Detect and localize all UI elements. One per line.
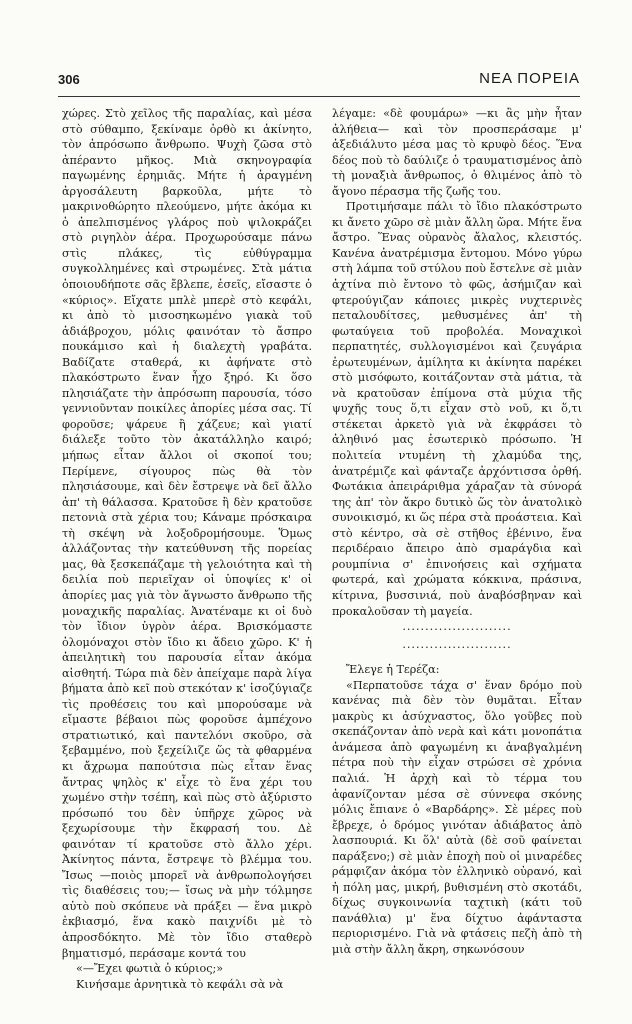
journal-title: ΝΕΑ ΠΟΡΕΙΑ: [479, 70, 580, 87]
page-header: [58, 72, 580, 94]
paragraph: «Περπατοῦσε τάχα σ' ἕναν δρόμο ποὺ κανένας πιὰ δὲν τὸν θυμᾶται. Εἶταν μακρὺς κι ἀσύχναστος, ὅλο γοῦβες ποὺ σκεπάζονταν ἀπὸ νερὰ καὶ κάτι μονοπάτια ἀνάμεσα ἀπὸ φαγωμένη κι ἀναβγαλμένη πέτρα ποὺ τὴν εἶχαν στρώσει σὲ χρόνια παλιά. Ἡ ἀρχὴ καὶ τὸ τέρμα του ἀφανίζονταν μέσα σὲ σύννεφα σκόνης μόλις ἔπιανε ὁ «Βαρδάρης». Σὲ μέρες ποὺ ἔβρεχε, ὁ δρόμος γινόταν ἀδιάβατος ἀπὸ λασπουριά. Κι ὅλ' αὐτὰ (δὲ σοῦ φαίνεται παράξενο;) σὲ μιὰν ἐποχὴ ποὺ οἱ μιναρέδες ράμφιζαν ἀκόμα τὸν ἑλληνικὸ οὐρανό, καὶ ἡ πόλη μας, μικρή, βυθισμένη στὸ σκοτάδι, δίχως συγκοινωνία ταχτικὴ (κάτι τοῦ πανάθλια) μ' ἕνα δίχτυο ἀφάνταστα περιορισμένο. Γιὰ νὰ φτάσεις πεζὴ ἀπὸ τὴ μιὰ στὴν ἄλλη ἄκρη, σηκωνόσουν: [332, 678, 582, 956]
header-rule: [58, 96, 580, 97]
paragraph: Κινήσαμε ἀρνητικὰ τὸ κεφάλι σὰ νὰ: [76, 977, 284, 991]
section-separator: ........................: [402, 637, 512, 651]
left-column: [62, 106, 312, 992]
paragraph-speaker: Ἔλεγε ἡ Τερέζα:: [346, 663, 440, 677]
page-number: 306: [58, 72, 80, 87]
paragraph: χώρες. Στὸ χεῖλος τῆς παραλίας, καὶ μέσα στὸ σύθαμπο, ξεκίναμε ὀρθὸ κι ἀκίνητο, τὸν ἀπρόσωπο ἄνθρωπο. Ψυχὴ ζῶσα στὸ ἀπέραντο μῆκος. Μιὰ σκηνογραφία παγωμένης ἐρημιᾶς. Μήτε ἡ ἀραγμένη ἀργοσάλευτη βαρκοῦλα, μήτε τὸ μακρινοθώρητο πλεούμενο, μήτε ἀκόμα κι ὁ ἀπελπισμένος γλάρος ποὺ ψιλοκράζει στὸ ριγηλὸν ἀέρα. Προχωρούσαμε πάνω στὶς πλάκες, τὶς εὐθύγραμμα συγκολλημένες καὶ στρωμένες. Στὰ μάτια ὁποιουδήποτε σᾶς ἔβλεπε, ἐσεῖς, εἴσαστε ὁ «κύριος». Εἴχατε μπλὲ μπερὲ στὸ κεφάλι, κι ἀπὸ τὸ μισοσηκωμένο γιακὰ τοῦ ἀδιάβροχου, μόλις φαινόταν τὸ ἄσπρο πουκάμισο καὶ ἡ διαλεχτὴ γραβάτα. Βαδίζατε σταθερά, κι ἀφήνατε στὸ πλακόστρωτο ἕναν ἦχο ξηρό. Κι ὅσο πλησιάζατε τὴν ἀπρόσωπη παρουσία, τόσο γεννιοῦνταν ποικίλες ἀπορίες μέσα σας. Τί φοροῦσε; ψάρευε ἢ χάζευε; καὶ γιατί διάλεξε τοῦτο τὸν ἀκατάλληλο καιρό; μήπως εἶταν ἄλλοι οἱ σκοποί του; Περίμενε, σίγουρος πὼς θὰ τὸν πλησιάσουμε, καὶ δὲν ἔστρεψε νὰ δεῖ ἄλλο ἀπ' τὴ θάλασσα. Κρατοῦσε ἢ δὲν κρατοῦσε πετονιὰ στὰ χέρια του; Κάναμε πρόσκαιρα τὴ σκέψη νὰ λοξοδρομήσουμε. Ὅμως ἀλλάζοντας τὴν κατεύθυνση τῆς πορείας μας, θὰ ξεσκεπάζαμε τὴ γελοιότητα καὶ τὴ δειλία ποὺ περιεῖχαν οἱ ὑποψίες κ' οἱ ἀπορίες μας γιὰ τὸν ἄγνωστο ἄνθρωπο τῆς μοναχικῆς παραλίας. Ἀνατέναμε κι οἱ δυὸ τὸν ἴδιον ὑγρὸν ἀέρα. Βρισκόμαστε ὁλομόναχοι στὸν ἴδιο κι ἄδειο χῶρο. Κ' ἡ ἀπειλητικὴ του παρουσία εἶταν ἀκόμα αἰσθητή. Τώρα πιὰ δὲν ἀπείχαμε παρὰ λίγα βήματα ἀπὸ κεῖ ποὺ στεκόταν κ' ἰσοζύγιαζε τὶς προθέσεις του καὶ μπορούσαμε νὰ εἴμαστε βέβαιοι πὼς φοροῦσε ἀμπέχονο στρατιωτικό, καὶ παντελόνι σκοῦρο, σὰ ξεβαμμένο, ποὺ ξεχείλιζε ὥς τὰ φθαρμένα κι ἄχρωμα παπούτσια πὼς εἶταν ἕνας ἄντρας ψηλὸς κ' εἶχε τὸ ἕνα χέρι του χωμένο στὴν τσέπη, καὶ πὼς στὸ ἀξύριστο πρόσωπό του δὲν ὑπῆρχε χῶρος νὰ ξεχωρίσουμε τὴν ἔκφρασή του. Δὲ φαινόταν τί κρατοῦσε στὸ ἄλλο χέρι. Ἀκίνητος πάντα, ἔστρεψε τὸ βλέμμα του. Ἴσως —ποιὸς μπορεῖ νὰ ἀνθρωπολογήσει τὶς διαθέσεις του;— ἴσως νὰ μὴν τόλμησε αὐτὸ ποὺ σκόπευε νὰ πράξει — ἕνα μικρὸ ἐκβιασμό, ἕνα κακὸ παιχνίδι μὲ τὸ ἀπροσδόκητο. Μὲ τὸν ἴδιο σταθερὸ βηματισμό, περάσαμε κοντά του: [62, 107, 312, 960]
paragraph-dialogue: «—Ἔχει φωτιὰ ὁ κύριος;»: [76, 962, 224, 976]
right-column: [332, 106, 582, 958]
paragraph: Προτιμήσαμε πάλι τὸ ἴδιο πλακόστρωτο κι ἄνετο χῶρο σὲ μιὰν ἄλλη ὥρα. Μήτε ἕνα ἄστρο. Ἕνας οὐρανὸς ἄλαλος, κλειστός. Κανένα ἀνατρέμισμα ἔντομου. Μόνο γύρω στὴ λάμπα τοῦ στύλου ποὺ ἔστελνε σὲ μιὰν ἀχτίνα πιὸ ἔντονο τὸ φῶς, ἀσήμιζαν καὶ φτερούγιζαν κάποιες μικρὲς νυχτερινὲς πεταλουδίτσες, μεθυσμένες ἀπ' τὴ φωταύγεια τοῦ προβολέα. Μοναχικοὶ περπατητές, συλλογισμένοι καὶ ζευγάρια ἐρωτευμένων, ἀμίλητα κι ἀκίνητα παρέκει στὸ μισόφωτο, κοιτάζονταν στὰ μάτια, τὰ νὰ κρατοῦσαν ἐπίμονα στὰ μύχια τῆς ψυχῆς τους ὅ,τι εἶχαν στὸ νοῦ, κι ὅ,τι στέκεται ἀρκετὸ γιὰ νὰ ἐκφράσει τὸ ἀληθινό μας ἐσωτερικὸ πρόσωπο. Ἡ πολιτεία ντυμένη τὴ χλαμύδα της, ἀνατρέμιζε καὶ φάνταζε ἀρχόντισσα ὀρθή. Φωτάκια ἀπειράριθμα χάραζαν τὰ σύνορά της ἀπ' τὸν ἄκρο δυτικὸ ὥς τὸν ἀνατολικὸ συνοικισμό, κι ὥς πέρα στὰ προάστεια. Καὶ στὸ κέντρο, σὰ σὲ στῆθος ἐβένινο, ἕνα περιδέραιο ἄπειρο ἀπὸ σμαράγδια καὶ ρουμπίνια σ' ἐπινοήσεις καὶ σχήματα φωτερά, καὶ χρώματα κόκκινα, πράσινα, κίτρινα, βυσσινιά, ποὺ ἀναβόσβηναν καὶ προκαλοῦσαν τὴ μαγεία.: [332, 200, 582, 618]
paragraph: λέγαμε: «δὲ φουμάρω» —κι ἂς μὴν ἦταν ἀλήθεια— καὶ τὸν προσπεράσαμε μ' ἀξεδιάλυτο μέσα μας τὸ κρυφὸ δέος. Ἕνα δέος ποὺ τὸ δαύλιζε ὁ τραυματισμένος ἀπὸ τὴ μοναξιὰ ἄνθρωπος, ὁ θλιμένος ἀπὸ τὸ ἄγονο πέρασμα τῆς ζωῆς του.: [332, 107, 582, 198]
section-separator: ........................: [402, 620, 512, 634]
